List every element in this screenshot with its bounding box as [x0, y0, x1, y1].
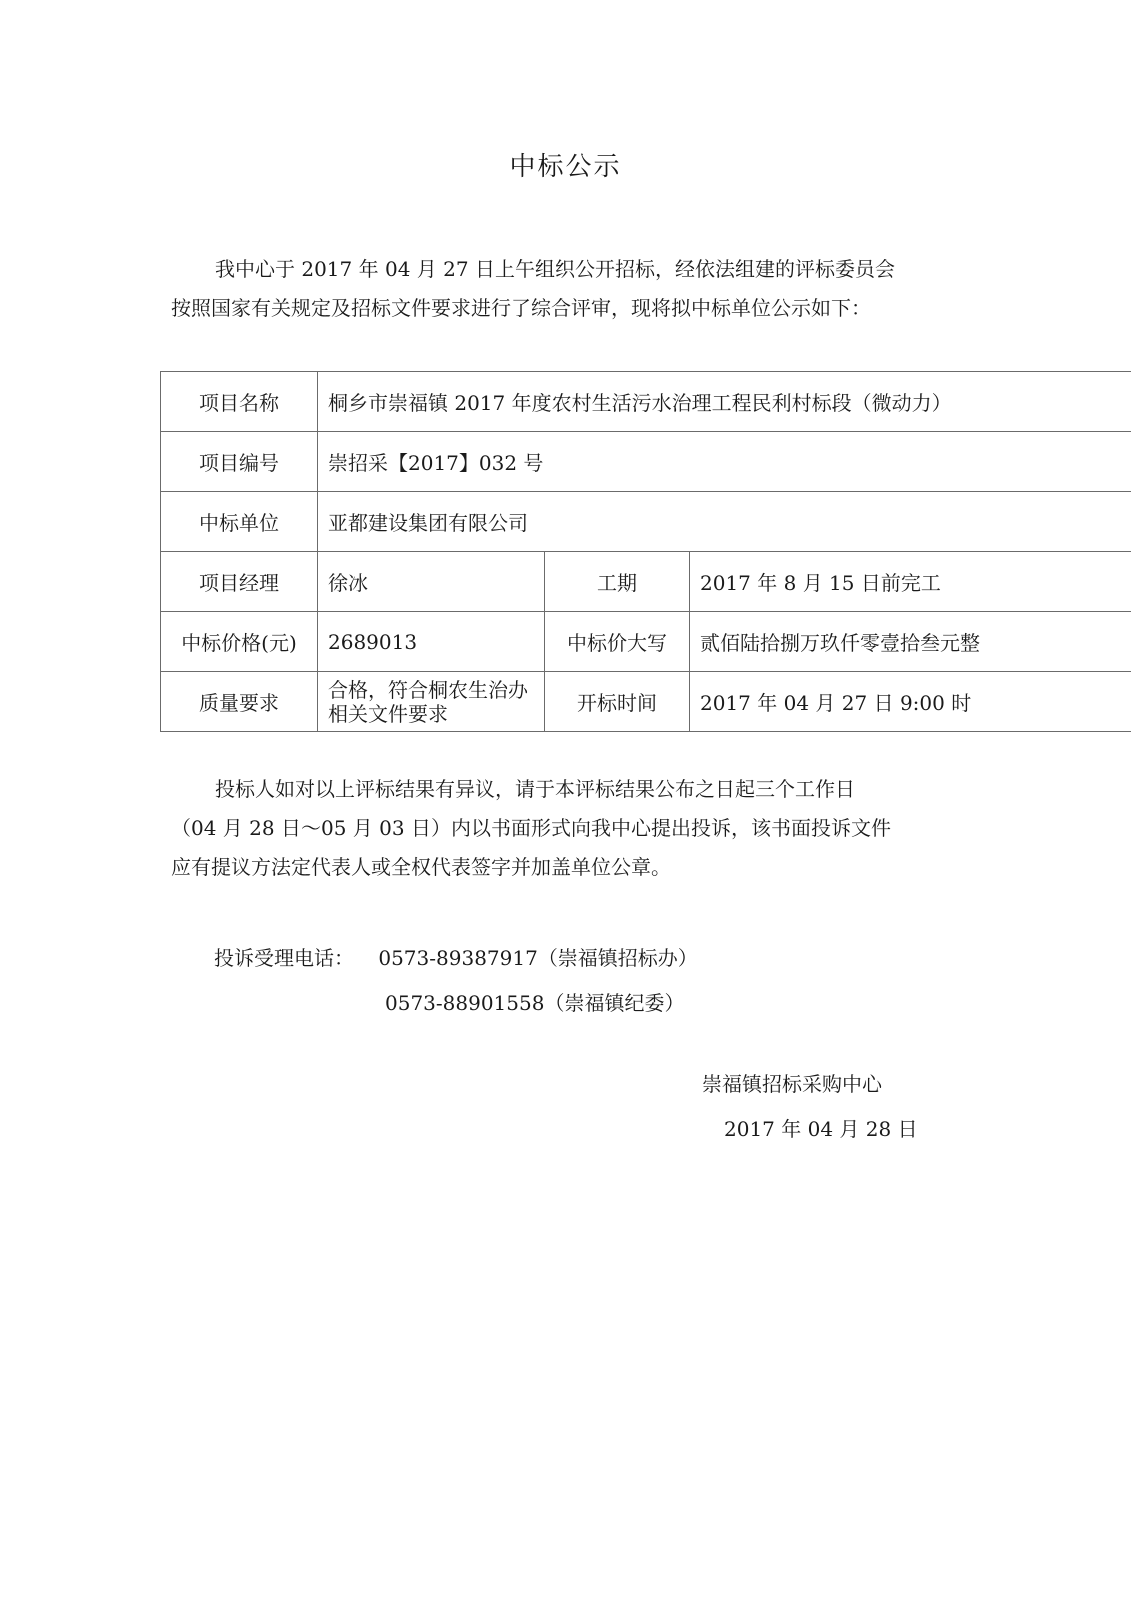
- project-no-label: 项目编号: [161, 432, 318, 492]
- price-value: 2689013: [318, 612, 545, 672]
- price-words-value: 贰佰陆拾捌万玖仟零壹拾叁元整: [690, 612, 1131, 672]
- signature-org: 崇福镇招标采购中心: [702, 1072, 882, 1096]
- quality-value: 合格，符合桐农生治办相关文件要求: [318, 672, 545, 732]
- open-time-value: 2017 年 04 月 27 日 9:00 时: [690, 672, 1131, 732]
- table-row-winner: [161, 492, 1131, 552]
- contact-label: 投诉受理电话：: [214, 946, 354, 970]
- bid-result-table: [160, 371, 1131, 732]
- table-row-price: [161, 612, 1131, 672]
- table-row-project-name: [161, 372, 1131, 432]
- intro-paragraph: [171, 250, 961, 328]
- project-no-value: 崇招采【2017】032 号: [318, 432, 1131, 492]
- table-row-manager: [161, 552, 1131, 612]
- period-label: 工期: [545, 552, 690, 612]
- manager-label: 项目经理: [161, 552, 318, 612]
- table-row-project-no: [161, 432, 1131, 492]
- price-label: 中标价格(元): [161, 612, 318, 672]
- winner-value: 亚都建设集团有限公司: [318, 492, 1131, 552]
- project-name-label: 项目名称: [161, 372, 318, 432]
- complaint-contact: [214, 938, 698, 978]
- objection-line-1: 投标人如对以上评标结果有异议，请于本评标结果公布之日起三个工作日: [215, 777, 855, 801]
- period-value: 2017 年 8 月 15 日前完工: [690, 552, 1131, 612]
- contact-phone-1: 0573-89387917（崇福镇招标办）: [378, 946, 698, 970]
- table-row-quality: [161, 672, 1131, 732]
- intro-line-2: 按照国家有关规定及招标文件要求进行了综合评审，现将拟中标单位公示如下：: [171, 296, 871, 320]
- project-name-value: 桐乡市崇福镇 2017 年度农村生活污水治理工程民利村标段（微动力）: [318, 372, 1131, 432]
- objection-line-2: （04 月 28 日～05 月 03 日）内以书面形式向我中心提出投诉，该书面投诉文件: [171, 816, 891, 840]
- quality-label: 质量要求: [161, 672, 318, 732]
- page-title: 中标公示: [509, 152, 622, 182]
- winner-label: 中标单位: [161, 492, 318, 552]
- contact-phone-2: 0573-88901558（崇福镇纪委）: [385, 991, 685, 1015]
- signature-date: 2017 年 04 月 28 日: [724, 1117, 918, 1141]
- objection-line-3: 应有提议方法定代表人或全权代表签字并加盖单位公章。: [171, 855, 671, 879]
- manager-value: 徐冰: [318, 552, 545, 612]
- intro-line-1: 我中心于 2017 年 04 月 27 日上午组织公开招标，经依法组建的评标委员会: [215, 257, 895, 281]
- open-time-label: 开标时间: [545, 672, 690, 732]
- price-words-label: 中标价大写: [545, 612, 690, 672]
- complaint-contact-2: [385, 983, 684, 1023]
- objection-paragraph: [171, 770, 961, 887]
